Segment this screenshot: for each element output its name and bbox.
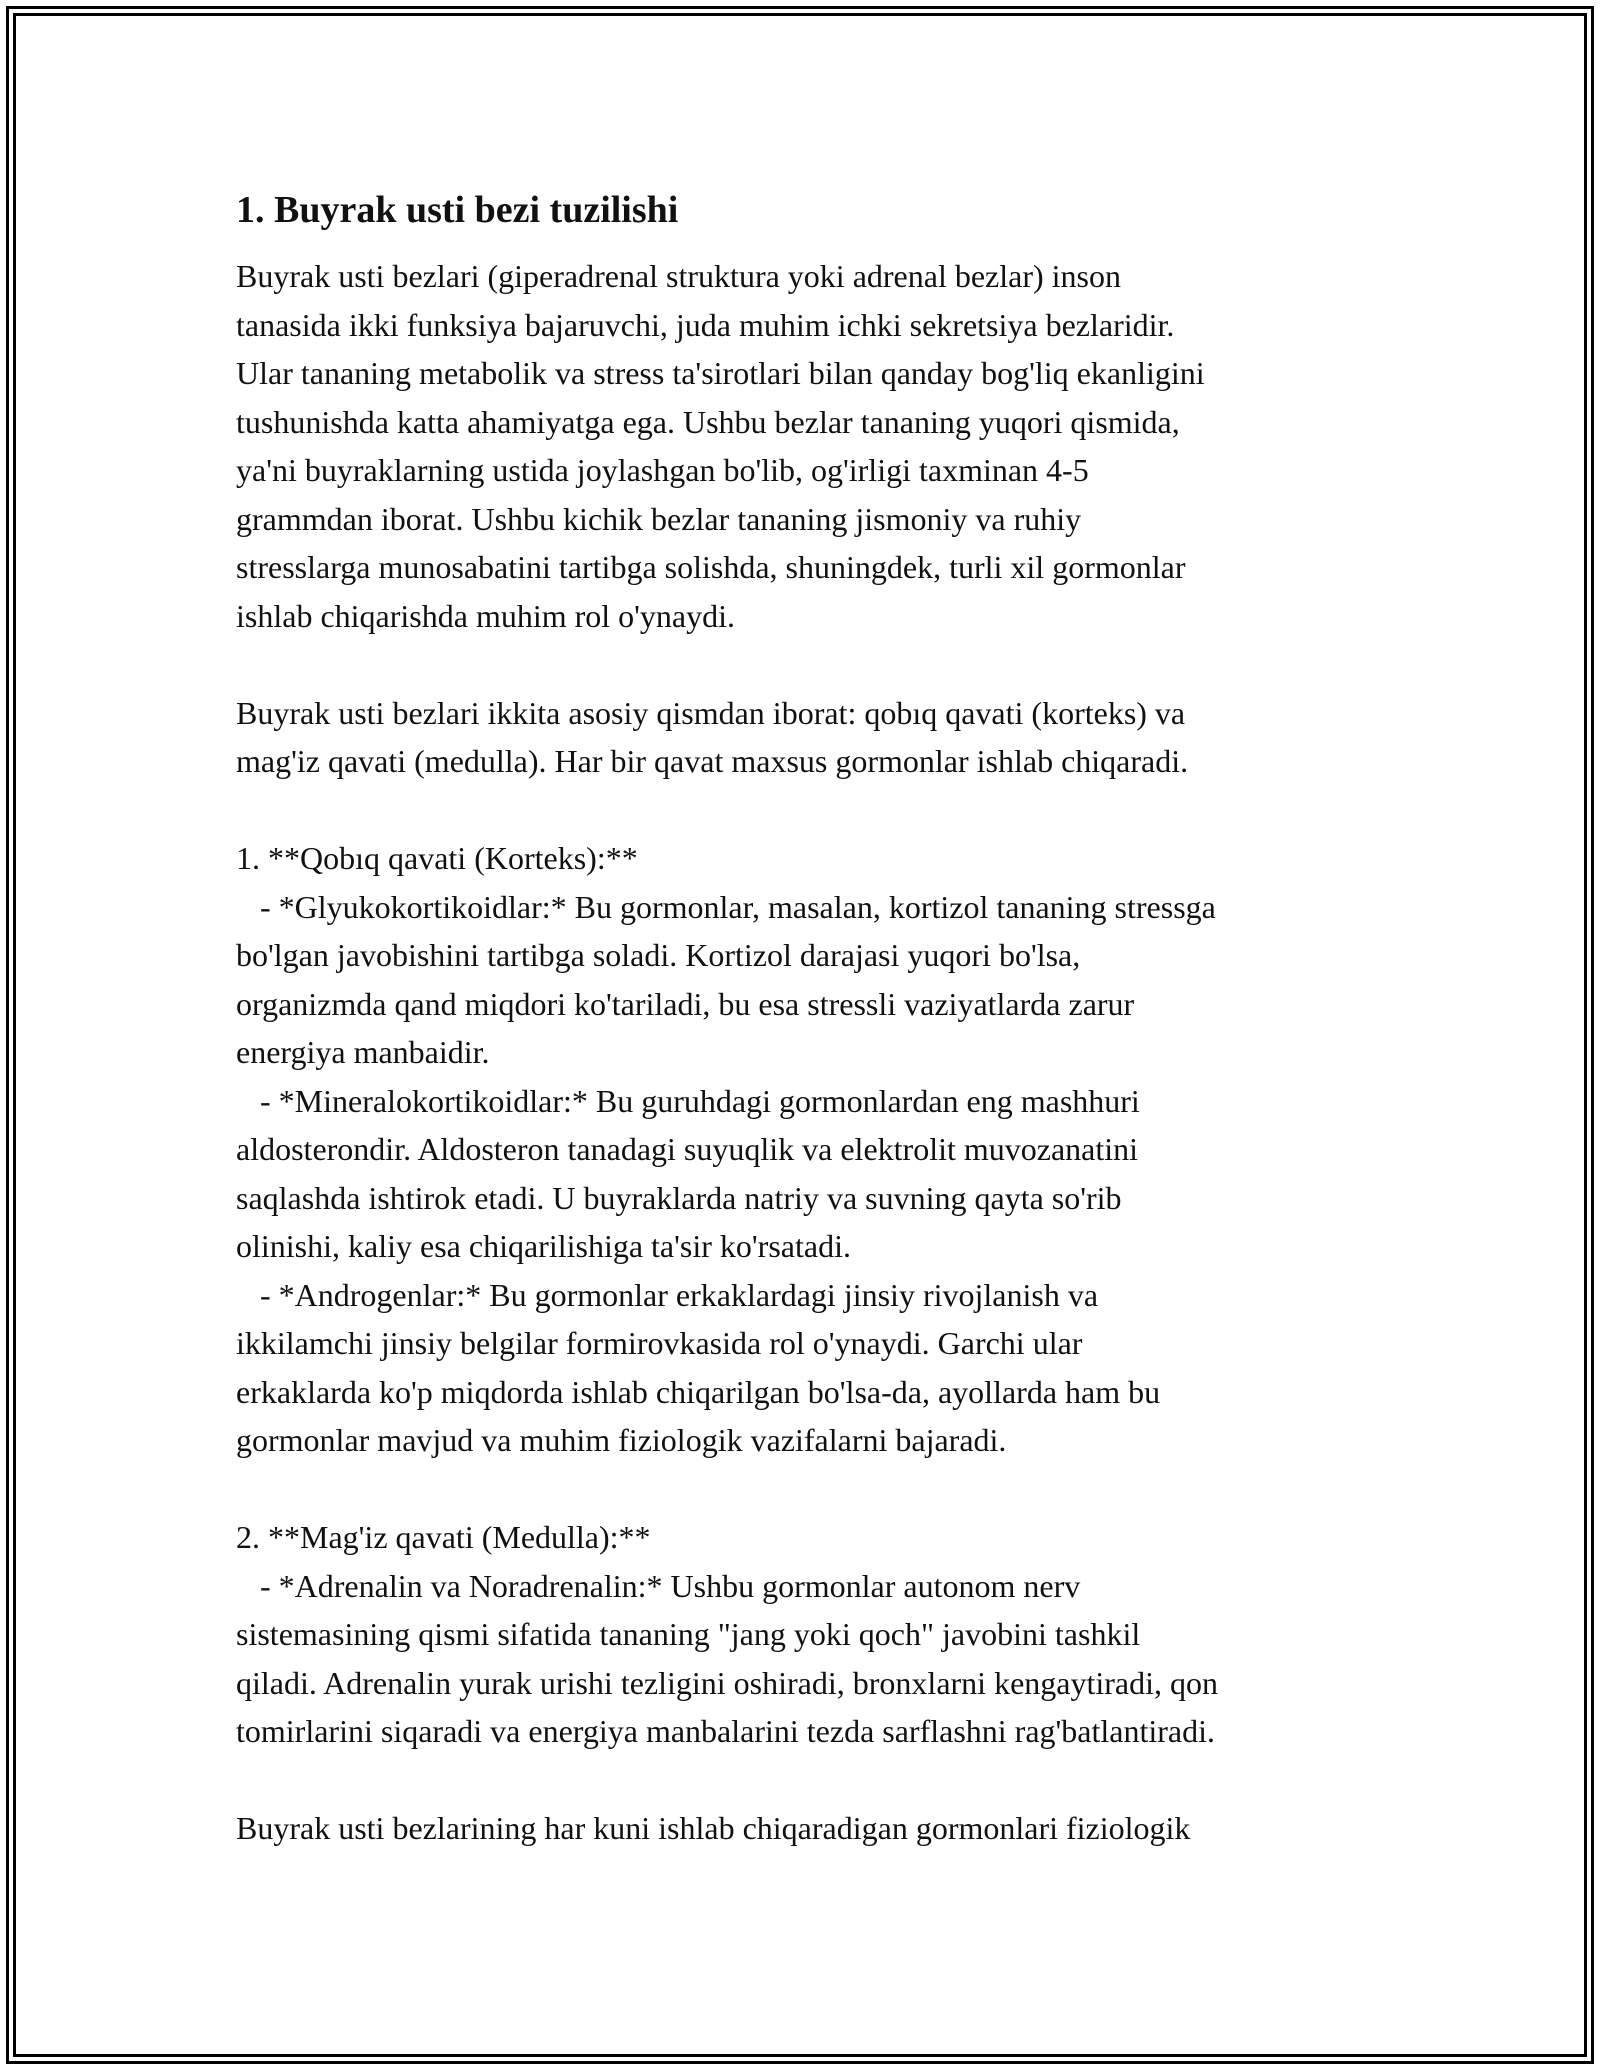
paragraph-spacer (236, 640, 1386, 689)
paragraph-spacer (236, 786, 1386, 835)
cortex-section: 1. **Qobıq qavati (Korteks):** - *Glyukokortikoidlar:* Bu gormonlar, masalan, kortizol tananing stressga bo'lgan javobishini tartibga soladi. Kortizol darajasi yuqori bo'lsa, organizmda qand miqdori ko'tariladi, bu esa stressli vaziyatlarda zarur energiya manbaidir. - *Mineralokortikoidlar:* Bu guruhdagi gormonlardan eng mashhuri aldosterondir. Aldosteron tanadagi suyuqlik va elektrolit muvozanatini saqlashda ishtirok etadi. U buyraklarda natriy va suvning qayta so'rib olinishi, kaliy esa chiqarilishiga ta'sir ko'rsatadi. - *Androgenlar:* Bu gormonlar erkaklardagi jinsiy rivojlanish va ikkilamchi jinsiy belgilar formirovkasida rol o'ynaydi. Garchi ular erkaklarda ko'p miqdorda ishlab chiqarilgan bo'lsa-da, ayollarda ham bu gormonlar mavjud va muhim fiziologik vazifalarni bajaradi. (236, 840, 1216, 1458)
closing-paragraph: Buyrak usti bezlarining har kuni ishlab chiqaradigan gormonlari fiziologik (236, 1810, 1191, 1846)
paragraph-spacer (236, 1756, 1386, 1805)
section-heading: 1. Buyrak usti bezi tuzilishi (236, 189, 679, 231)
paragraph-spacer (236, 1465, 1386, 1514)
document-content (236, 186, 1386, 1853)
intro-paragraph: Buyrak usti bezlari (giperadrenal struktura yoki adrenal bezlar) inson tanasida ikki funksiya bajaruvchi, juda muhim ichki sekretsiya bezlaridir. Ular tananing metabolik va stress ta'sirotlari bilan qanday bog'liq ekanligini tushunishda katta ahamiyatga ega. Ushbu bezlar tananing yuqori qismida, ya'ni buyraklarning ustida joylashgan bo'lib, og'irligi taxminan 4-5 grammdan iborat. Ushbu kichik bezlar tananing jismoniy va ruhiy stresslarga munosabatini tartibga solishda, shuningdek, turli xil gormonlar ishlab chiqarishda muhim rol o'ynaydi. (236, 258, 1205, 634)
medulla-section: 2. **Mag'iz qavati (Medulla):** - *Adrenalin va Noradrenalin:* Ushbu gormonlar autonom nerv sistemasining qismi sifatida tananing "jang yoki qoch" javobini tashkil qiladi. Adrenalin yurak urishi tezligini oshiradi, bronxlarni kengaytiradi, qon tomirlarini siqaradi va energiya manbalarini tezda sarflashni rag'batlantiradi. (236, 1519, 1218, 1749)
structure-paragraph: Buyrak usti bezlari ikkita asosiy qismdan iborat: qobıq qavati (korteks) va mag'iz qavati (medulla). Har bir qavat maxsus gormonlar ishlab chiqaradi. (236, 694, 1189, 779)
